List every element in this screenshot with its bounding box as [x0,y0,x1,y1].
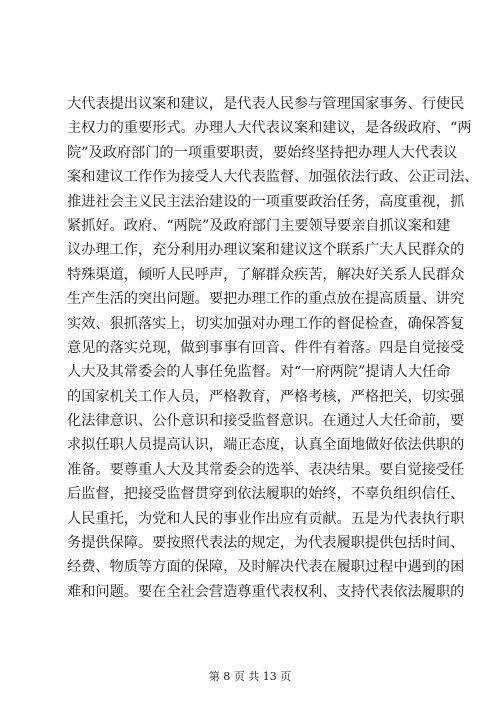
text-line: 准备。要尊重人大及其常委会的选举、表决结果。要自觉接受任 [67,461,465,478]
text-line: 大代表提出议案和建议，是代表人民参与管理国家事务、行使民 [67,96,465,112]
text-line: 议办理工作，充分利用办理议案和建议这个联系广大人民群众的 [67,242,465,259]
text-line: 特殊渠道，倾听人民呼声，了解群众疾苦，解决好关系人民群众 [67,266,465,283]
text-line: 人民重托，为党和人民的事业作出应有贡献。五是为代表执行职 [67,510,465,527]
text-line: 的国家机关工作人员，严格教育，严格考核，严格把关，切实强 [67,388,465,405]
text-line: 人大及其常委会的人事任免监督。对“一府两院”提请人大任命 [67,364,451,381]
text-line: 实效、狠抓落实上，切实加强对办理工作的督促检查，确保答复 [67,315,465,332]
text-line: 意见的落实兑现，做到事事有回音、件件有着落。四是自觉接受 [67,339,465,356]
text-line: 推进社会主义民主法治建设的一项重要政治任务，高度重视，抓 [67,193,465,210]
text-line: 难和问题。要在全社会营造尊重代表权利、支持代表依法履职的 [67,583,465,600]
page-number-footer: 第 8 页 共 13 页 [208,670,292,683]
text-line: 后监督，把接受监督贯穿到依法履职的始终，不辜负组织信任、 [67,486,465,503]
text-line: 紧抓好。政府、“两院”及政府部门主要领导要亲自抓议案和建 [67,217,451,234]
text-line: 务提供保障。要按照代表法的规定，为代表履职提供包括时间、 [67,535,465,552]
text-line: 案和建议工作作为接受人大代表监督、加强依法行政、公正司法、 [67,169,479,186]
text-line: 求拟任职人员提高认识，端正态度，认真全面地做好依法供职的 [67,437,465,454]
text-line: 经费、物质等方面的保障，及时解决代表在履职过程中遇到的困 [67,559,465,576]
text-line: 化法律意识、公仆意识和接受监督意识。在通过人大任命前，要 [67,413,465,430]
text-line: 院”及政府部门的一项重要职责，要始终坚持把办理人大代表议 [67,144,458,161]
body-paragraph [67,92,479,604]
text-line: 生产生活的突出问题。要把办理工作的重点放在提高质量、讲究 [67,291,465,308]
text-line: 主权力的重要形式。办理人大代表议案和建议，是各级政府、“两 [67,120,472,137]
